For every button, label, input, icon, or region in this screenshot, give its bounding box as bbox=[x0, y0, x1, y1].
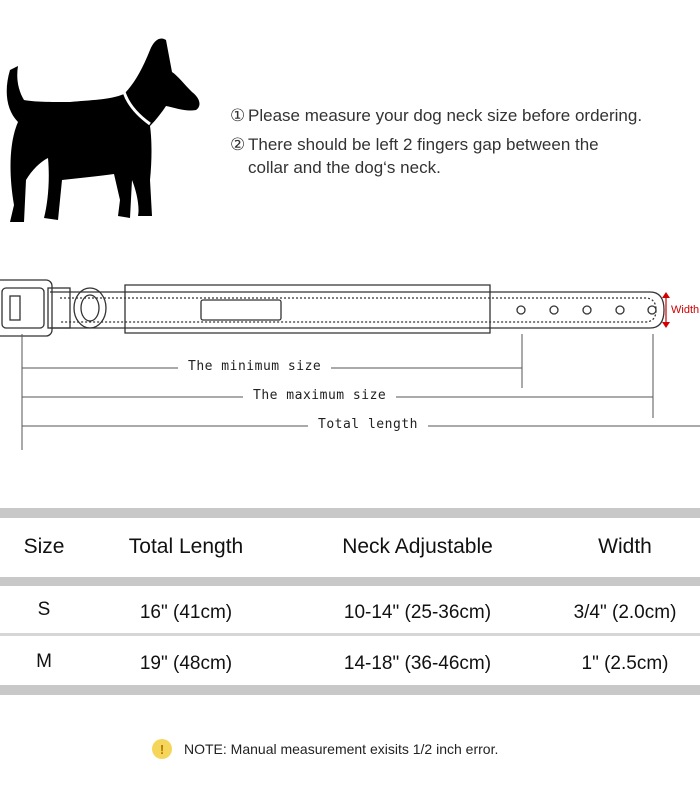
collar-strap bbox=[50, 285, 664, 333]
instruction-text-line2: collar and the dog‘s neck. bbox=[248, 158, 441, 177]
total-length-label: Total length bbox=[308, 417, 428, 432]
instruction-2 bbox=[230, 133, 599, 179]
row-size: M bbox=[36, 651, 52, 672]
table-bottom-bar bbox=[0, 685, 700, 695]
header-neck-adjustable: Neck Adjustable bbox=[342, 535, 493, 558]
warning-icon: ! bbox=[152, 739, 172, 759]
row-neck-adjustable: 10-14" (25-36cm) bbox=[343, 602, 492, 623]
max-size-label: The maximum size bbox=[243, 388, 396, 403]
instruction-1 bbox=[230, 104, 642, 127]
note-text: NOTE: Manual measurement exisits 1/2 inch error. bbox=[184, 741, 499, 757]
dog-silhouette-icon bbox=[0, 30, 210, 230]
instruction-marker: ② bbox=[230, 135, 246, 154]
width-arrow bbox=[662, 292, 670, 328]
header-size: Size bbox=[23, 535, 65, 558]
note bbox=[152, 739, 498, 759]
width-label: Width bbox=[671, 304, 700, 316]
row-width: 1" (2.5cm) bbox=[581, 653, 669, 674]
table-top-bar bbox=[0, 508, 700, 518]
instruction-marker: ① bbox=[230, 106, 246, 125]
row-size: S bbox=[37, 599, 51, 620]
min-size-label: The minimum size bbox=[178, 359, 331, 374]
header-total-length: Total Length bbox=[128, 535, 244, 558]
row-total-length: 19" (48cm) bbox=[139, 653, 233, 674]
instruction-text: Please measure your dog neck size before ordering. bbox=[248, 106, 643, 125]
table-header-bar bbox=[0, 577, 700, 586]
header-width: Width bbox=[598, 535, 652, 558]
row-width: 3/4" (2.0cm) bbox=[573, 602, 677, 623]
instruction-text: There should be left 2 fingers gap between the bbox=[248, 135, 599, 154]
row-neck-adjustable: 14-18" (36-46cm) bbox=[343, 653, 492, 674]
row-total-length: 16" (41cm) bbox=[139, 602, 233, 623]
table-row-divider bbox=[0, 633, 700, 636]
